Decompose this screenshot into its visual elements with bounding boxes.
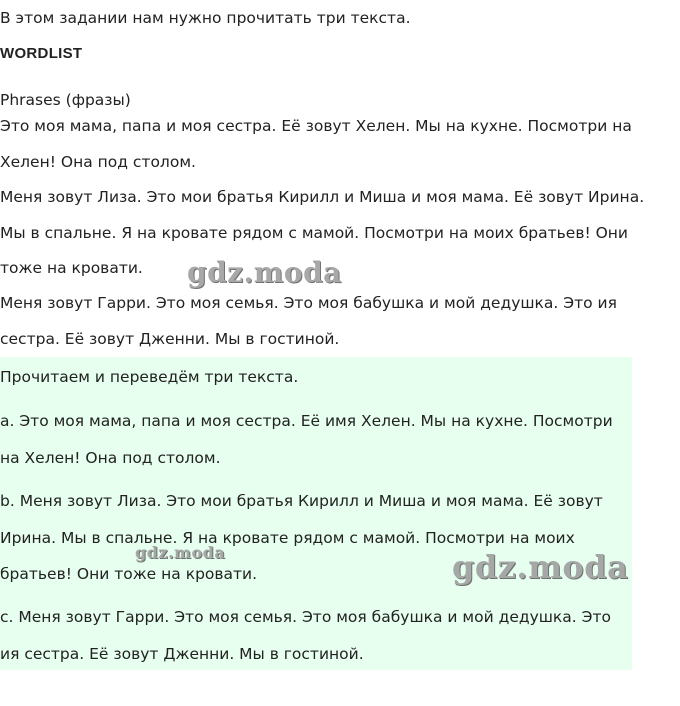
phrases-label: Phrases (фразы) (0, 91, 131, 109)
watermark-logo: gdz.moda (187, 256, 342, 289)
text-paragraph-3: Меня зовут Гарри. Это моя семья. Это моя бабушка и мой дедушка. Это ия сестра. Её зовут Дженни. Мы в гостиной. (0, 294, 617, 348)
watermark-logo: gdz.moda (135, 543, 226, 562)
translation-item-a: a. Это моя мама, папа и моя сестра. Её имя Хелен. Мы на кухне. Посмотри на Хелен! Она под столом. (0, 412, 613, 467)
translation-heading: Прочитаем и переведём три текста. (0, 368, 299, 386)
translation-item-c: c. Меня зовут Гарри. Это моя семья. Это моя бабушка и мой дедушка. Это ия сестра. Её зовут Дженни. Мы в гостиной. (0, 608, 611, 663)
text-paragraph-1: Это моя мама, папа и моя сестра. Её зовут Хелен. Мы на кухне. Посмотри на Хелен! Она под столом. (0, 117, 632, 171)
translation-box (0, 357, 632, 670)
text-paragraph-2: Меня зовут Лиза. Это мои братья Кирилл и Миша и моя мама. Её зовут Ирина. Мы в спальне. Я на кровате рядом с мамой. Посмотри на моих братьев! Они тоже на кровати. (0, 188, 645, 277)
watermark-logo: gdz.moda (452, 548, 629, 586)
intro-text: В этом задании нам нужно прочитать три текста. (0, 9, 411, 27)
translation-item-b: b. Меня зовут Лиза. Это мои братья Кирилл и Миша и моя мама. Её зовут Ирина. Мы в спальне. Я на кровате рядом с мамой. Посмотри на моих братьев! Они тоже на кровати. (0, 492, 603, 583)
wordlist-heading: WORDLIST (0, 45, 83, 62)
